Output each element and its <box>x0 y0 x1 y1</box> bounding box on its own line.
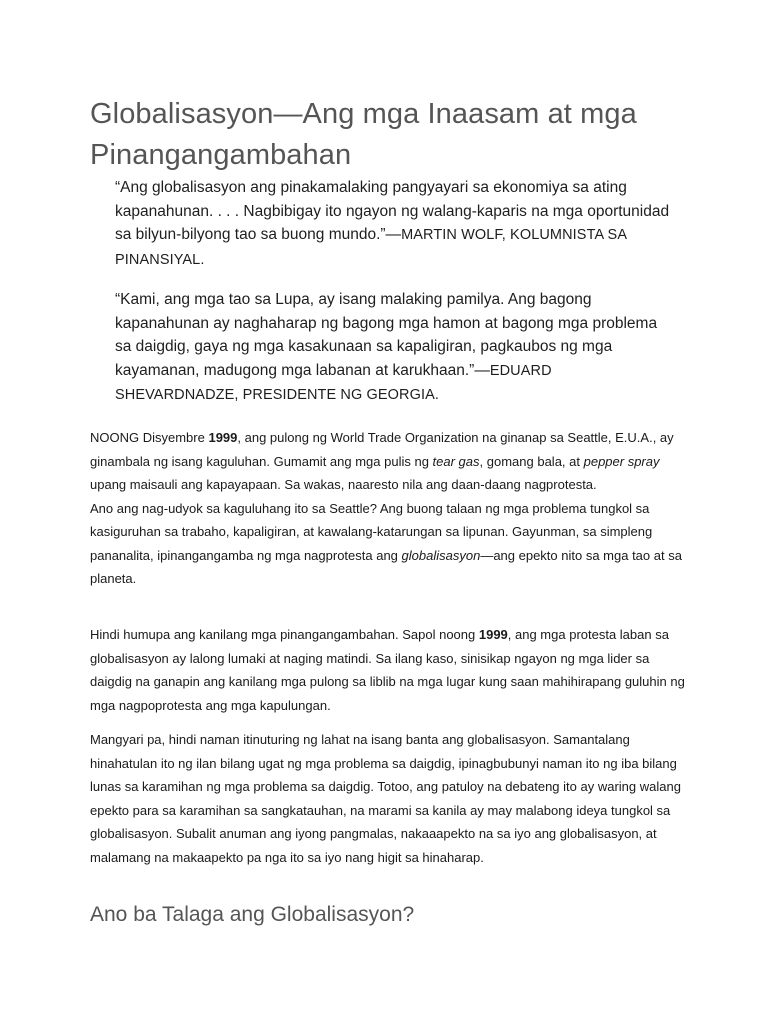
paragraph-protests-grow <box>90 623 690 717</box>
paragraph-text: NOONG Disyembre <box>90 430 209 445</box>
quote-attribution: MARTIN WOLF, KOLUMNISTA SA PINANSIYAL. <box>115 227 627 268</box>
section-heading: Ano ba Talaga ang Globalisasyon? <box>90 903 415 926</box>
italic-term: tear gas <box>432 453 480 469</box>
paragraph-text: Ano ang nag-udyok sa kaguluhang ito sa Seattle? Ang buong talaan ng mga problema tungkol sa kasiguruhan sa trabaho, kapaligiran, at kawalang-katarungan sa lipunan. Gayunman, sa simpleng pananalita, ipinangangamba ng mga nagprotesta ang <box>90 500 653 563</box>
quote-text: “Kami, ang mga tao sa Lupa, ay isang malaking pamilya. Ang bagong kapanahunan ay naghaharap ng bagong mga hamon at bagong mga problema sa daigdig, gaya ng mga kasakunaan sa kapaligiran, pagkaubos ng mga kayamanan, madugong mga labanan at karukhaan.”— <box>115 291 658 379</box>
italic-term: globalisasyon <box>401 547 481 563</box>
paragraph-seattle-protest <box>90 426 690 591</box>
year-text: 1999 <box>208 430 238 445</box>
quote-text: “Ang globalisasyon ang pinakamalaking pangyayari sa ekonomiya sa ating kapanahunan. . . . Nagbibigay ito ngayon ng walang-kaparis na mga oportunidad sa bilyun-bilyong tao sa buong mundo.”— <box>115 179 670 243</box>
opening-quote-wolf <box>115 176 675 272</box>
paragraph-text: upang maisauli ang kapayapaan. Sa wakas, naaresto nila ang daan-daang nagprotesta. <box>90 477 597 492</box>
document-title: Globalisasyon—Ang mga Inaasam at mga Pinangangambahan <box>90 98 637 171</box>
year-text: 1999 <box>478 627 508 642</box>
paragraph-text: —ang epekto nito sa mga tao at sa planeta. <box>90 547 682 586</box>
italic-term: pepper spray <box>583 453 660 469</box>
paragraph-text: Hindi humupa ang kanilang mga pinangangambahan. Sapol noong <box>90 627 479 642</box>
paragraph-views-on-globalization: Mangyari pa, hindi naman itinuturing ng lahat na isang banta ang globalisasyon. Samantalang hinahatulan ito ng ilan bilang ugat ng mga problema sa daigdig, ipinagbubunyi naman ito ng iba bilang lunas sa karamihan ng mga problema sa daigdig. Totoo, ang patuloy na debateng ito ay waring walang epekto para sa karamihan sa sangkatauhan, na marami sa kanila ay may malabong ideya tungkol sa globalisasyon. Subalit anuman ang iyong pangmalas, nakaaapekto na sa iyo ang globalisasyon, at malamang na makaapekto pa nga ito sa iyo nang higit sa hinaharap. <box>90 732 681 865</box>
opening-quote-shevardnadze <box>115 288 675 408</box>
paragraph-text: , ang mga protesta laban sa globalisasyon ay lalong lumaki at naging matindi. Sa ilang kaso, sinisikap ngayon ng mga lider sa daigdig na ganapin ang kanilang mga pulong sa liblib na mga lugar kung saan mahihirapang guluhin ng mga nagpoprotesta ang mga kapulungan. <box>90 627 685 713</box>
paragraph-text: , gomang bala, at <box>479 453 584 469</box>
paragraph-text: , ang pulong ng World Trade Organization na ginanap sa Seattle, E.U.A., ay ginambala ng isang kaguluhan. Gumamit ang mga pulis ng <box>90 430 674 469</box>
quote-attribution: EDUARD SHEVARDNADZE, PRESIDENTE NG GEORGIA. <box>115 362 552 403</box>
